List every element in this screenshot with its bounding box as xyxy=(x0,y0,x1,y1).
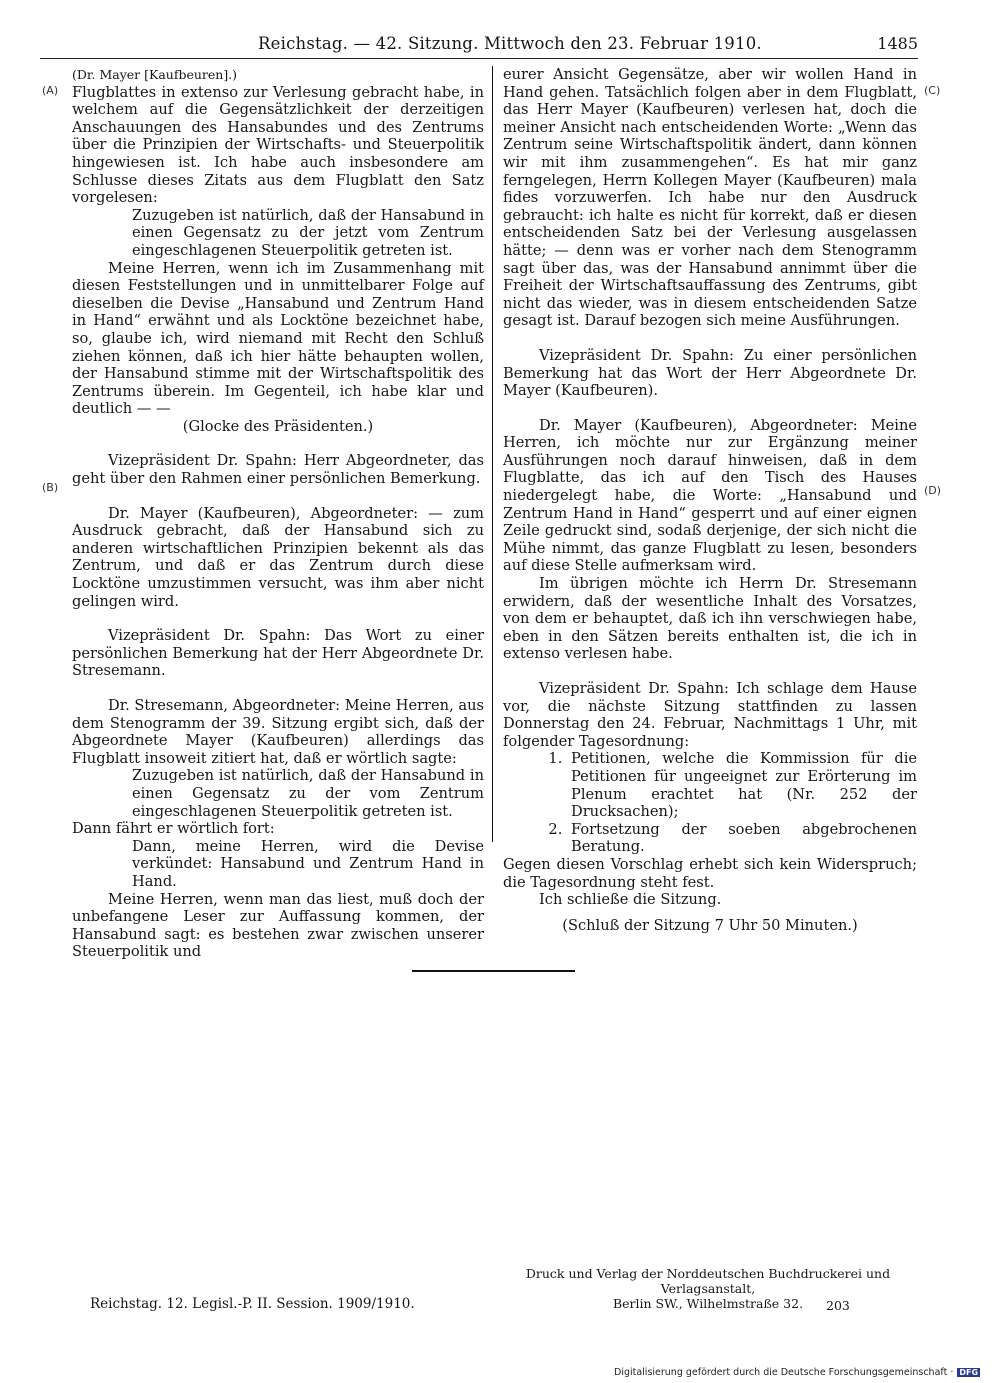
right-column xyxy=(503,66,917,934)
agenda-item: 1. Petitionen, welche die Kommission für die Petitionen für ungeeignet zur Erörterung im Plenum erachtet hat (Nr. 252 der Drucksachen); xyxy=(567,750,917,820)
digitization-text: Digitalisierung gefördert durch die Deutsche Forschungsgemeinschaft xyxy=(614,1367,948,1378)
paragraph: Dr. Stresemann, Abgeordneter: Meine Herren, aus dem Stenogramm der 39. Sitzung ergibt sich, daß der Abgeordnete Mayer (Kaufbeuren) allerdings das Flugblatt insoweit zitiert hat, daß er wörtlich sagte: xyxy=(72,697,484,767)
running-title: Reichstag. — 42. Sitzung. Mittwoch den 23. Februar 1910. xyxy=(258,34,762,53)
paragraph: Vizepräsident Dr. Spahn: Zu einer persönlichen Bemerkung hat das Wort der Herr Abgeordnete Dr. Mayer (Kaufbeuren). xyxy=(503,346,917,400)
paragraph: Vizepräsident Dr. Spahn: Ich schlage dem Hause vor, die nächste Sitzung stattfinden zu lassen Donnerstag den 24. Februar, Nachmittags 1 Uhr, mit folgender Tagesordnung: xyxy=(503,680,917,750)
header-rule xyxy=(40,58,918,59)
printer-imprint xyxy=(478,1266,938,1311)
sheet-number: 203 xyxy=(826,1298,850,1313)
margin-mark-c: (C) xyxy=(924,84,941,97)
margin-mark-d: (D) xyxy=(924,484,942,497)
agenda-item: 2. Fortsetzung der soeben abgebrochenen Beratung. xyxy=(567,821,917,856)
paragraph: Flugblattes in extenso zur Verlesung gebracht habe, in welchem auf die Gegensätzlichkeit der derzeitigen Anschauungen des Hansabundes und des Zentrums über die Prinzipien der Wirtschafts- und Steuerpolitik hingewiesen ist. Ich habe auch insbesondere am Schlusse dieses Zitats aus dem Flugblatt den Satz vorgelesen: xyxy=(72,83,484,207)
paragraph: Dann fährt er wörtlich fort: xyxy=(72,820,275,838)
end-rule xyxy=(412,970,575,972)
quote: Zuzugeben ist natürlich, daß der Hansabund in einen Gegensatz zu der jetzt vom Zentrum eingeschlagenen Steuerpolitik getreten ist. xyxy=(132,206,484,259)
left-column xyxy=(72,66,484,961)
paragraph: Dr. Mayer (Kaufbeuren), Abgeordneter: Meine Herren, ich möchte nur zur Ergänzung meiner Ausführungen noch darauf hinweisen, daß in dem Flugblatte, das ich auf den Tisch des Hauses niedergelegt habe, die Worte: „Hansabund und Zentrum Hand in Hand“ gesperrt und auf einer eignen Zeile gedruckt sind, sodaß derjenige, der sich nicht die Mühe nimmt, das ganze Flugblatt zu lesen, besonders auf diese Stelle aufmerksam wird. xyxy=(503,416,917,575)
page-header xyxy=(0,34,1000,60)
margin-mark-a: (A) xyxy=(42,84,59,97)
paragraph: Vizepräsident Dr. Spahn: Das Wort zu einer persönlichen Bemerkung hat der Herr Abgeordnete Dr. Stresemann. xyxy=(72,627,484,680)
page-number: 1485 xyxy=(877,34,918,53)
paragraph: Vizepräsident Dr. Spahn: Herr Abgeordneter, das geht über den Rahmen einer persönlichen Bemerkung. xyxy=(72,452,484,488)
column-divider xyxy=(492,66,493,842)
paragraph: Im übrigen möchte ich Herrn Dr. Stresemann erwidern, daß der wesentliche Inhalt des Vorsatzes, von dem er behauptet, daß ich ihn verschwiegen habe, eben in den Sätzen bereits enthalten ist, die ich in extenso verlesen habe. xyxy=(503,575,917,663)
stage-direction: (Glocke des Präsidenten.) xyxy=(182,417,374,435)
quote: Zuzugeben ist natürlich, daß der Hansabund in einen Gegensatz zu der vom Zentrum eingeschlagenen Steuerpolitik getreten ist. xyxy=(132,767,484,820)
margin-mark-b: (B) xyxy=(42,481,59,494)
session-close: (Schluß der Sitzung 7 Uhr 50 Minuten.) xyxy=(562,916,858,934)
paragraph: Ich schließe die Sitzung. xyxy=(539,891,722,909)
paragraph: Meine Herren, wenn ich im Zusammenhang mit diesen Feststellungen und in unmittelbarer Folge auf dieselben die Devise „Hansabund und Zentrum Hand in Hand“ erwähnt und als Locktöne bezeichnet habe, so, glaube ich, wird niemand mit Recht den Schluß ziehen können, daß ich hier hätte behaupten wollen, der Hansabund stimme mit der Wirtschaftspolitik des Zentrums überein. Im Gegenteil, ich habe klar und deutlich — — xyxy=(72,259,484,418)
dfg-logo: DFG xyxy=(959,1368,979,1377)
quote: Dann, meine Herren, wird die Devise verkündet: Hansabund und Zentrum Hand in Hand. xyxy=(132,837,484,890)
printer-line: Druck und Verlag der Norddeutschen Buchdruckerei und Verlagsanstalt, xyxy=(525,1266,891,1296)
paragraph: Meine Herren, wenn man das liest, muß doch der unbefangene Leser zur Auffassung kommen, der Hansabund sagt: es bestehen zwar zwischen unserer Steuerpolitik und xyxy=(72,890,484,961)
agenda-list xyxy=(503,750,917,856)
speaker-tag: (Dr. Mayer [Kaufbeuren].) xyxy=(72,67,238,82)
session-footer: Reichstag. 12. Legisl.-P. II. Session. 1909/1910. xyxy=(90,1296,415,1312)
printer-line: Berlin SW., Wilhelmstraße 32. xyxy=(612,1296,804,1311)
paragraph: Dr. Mayer (Kaufbeuren), Abgeordneter: — zum Ausdruck gebracht, daß der Hansabund sich zu anderen wirtschaftlichen Prinzipien bekennt als das Zentrum, und daß er das Zentrum durch diese Locktöne umzustimmen versucht, was ihm aber nicht gelingen wird. xyxy=(72,504,484,610)
paragraph: Gegen diesen Vorschlag erhebt sich kein Widerspruch; die Tagesordnung steht fest. xyxy=(503,855,917,891)
digitization-note: Digitalisierung gefördert durch die Deutsche Forschungsgemeinschaft · DFG xyxy=(614,1367,979,1378)
paragraph: eurer Ansicht Gegensätze, aber wir wollen Hand in Hand gehen. Tatsächlich folgen aber in dem Flugblatt, das Herr Mayer (Kaufbeuren) verlesen hat, doch die meiner Ansicht nach entscheidenden Worte: „Wenn das Zentrum seine Wirtschaftspolitik ändert, dann können wir mit ihm zusammengehen“. Es hat mir ganz ferngelegen, Herrn Kollegen Mayer (Kaufbeuren) mala fides vorzuwerfen. Ich habe nur den Ausdruck gebraucht: ich halte es nicht für korrekt, daß er diesen entscheidenden Satz bei der Verlesung ausgelassen hätte; — denn was er vorher nach dem Stenogramm sagt über das, was der Hansabund annimmt über die Freiheit der Wirtschaftsauffassung des Zentrums, gibt nicht das wieder, was in diesem entscheidenden Satze gesagt ist. Darauf bezogen sich meine Ausführungen. xyxy=(503,66,917,330)
